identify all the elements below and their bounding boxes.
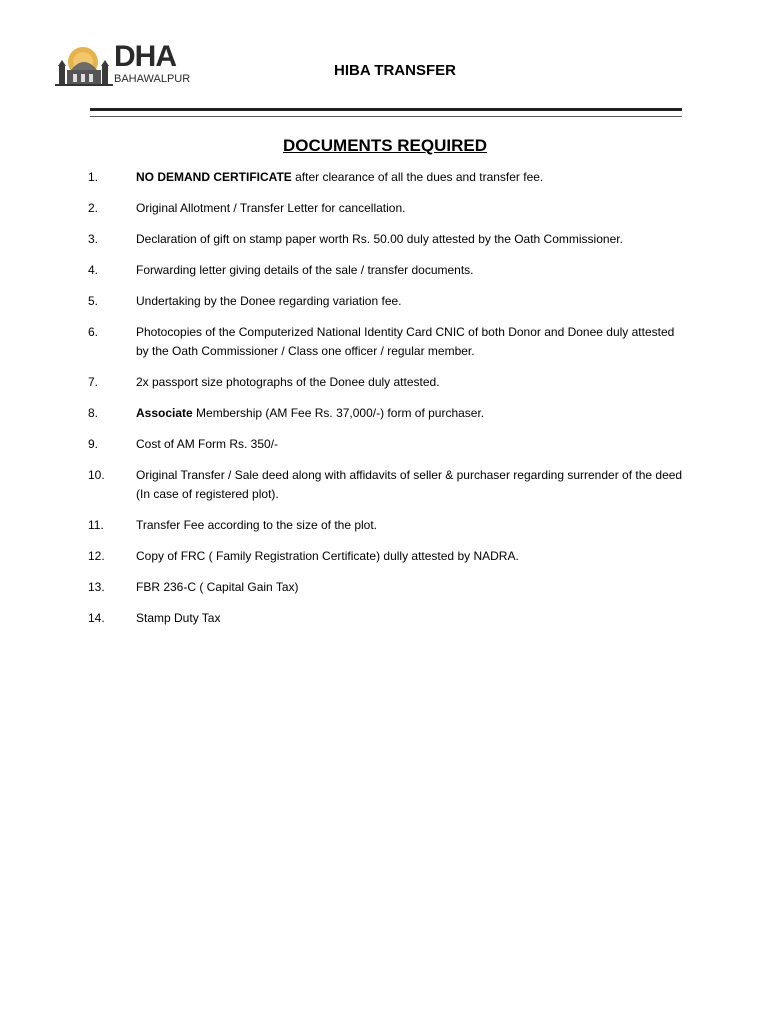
item-number: 13. bbox=[88, 580, 105, 594]
logo-subtitle: BAHAWALPUR bbox=[114, 73, 191, 85]
item-number: 3. bbox=[88, 232, 99, 246]
item-number: 8. bbox=[88, 406, 99, 420]
item-body-text: Forwarding letter giving details of the sale / transfer documents. bbox=[136, 263, 474, 277]
item-number: 12. bbox=[88, 549, 105, 563]
list-item bbox=[88, 199, 688, 218]
item-text bbox=[136, 435, 688, 454]
item-number: 2. bbox=[88, 201, 99, 215]
item-number: 11. bbox=[88, 518, 104, 532]
item-text bbox=[136, 230, 688, 249]
item-number: 7. bbox=[88, 375, 99, 389]
list-item bbox=[88, 435, 688, 454]
item-text bbox=[136, 373, 688, 392]
list-item bbox=[88, 323, 688, 361]
header-divider bbox=[90, 108, 682, 111]
item-number: 4. bbox=[88, 263, 99, 277]
item-text bbox=[136, 292, 688, 311]
item-text bbox=[136, 404, 688, 423]
list-item bbox=[88, 404, 688, 423]
list-item bbox=[88, 261, 688, 280]
list-item bbox=[88, 373, 688, 392]
item-body-text: Copy of FRC ( Family Registration Certificate) dully attested by NADRA. bbox=[136, 549, 519, 563]
item-body-text: Transfer Fee according to the size of the plot. bbox=[136, 518, 378, 532]
item-body-text: Membership (AM Fee Rs. 37,000/-) form of purchaser. bbox=[192, 406, 485, 420]
item-text bbox=[136, 547, 688, 566]
item-number: 9. bbox=[88, 437, 99, 451]
item-body-text: Original Allotment / Transfer Letter for cancellation. bbox=[136, 201, 406, 215]
item-body-text: Original Transfer / Sale deed along with affidavits of seller & purchaser regarding surrender of the deed (In case of registered plot). bbox=[136, 468, 683, 501]
item-bold-text: NO DEMAND CERTIFICATE bbox=[136, 170, 292, 184]
list-item bbox=[88, 609, 688, 628]
item-text bbox=[136, 609, 688, 628]
item-body-text: Cost of AM Form Rs. 350/- bbox=[136, 437, 279, 451]
item-number: 5. bbox=[88, 294, 99, 308]
item-body-text: Stamp Duty Tax bbox=[136, 611, 221, 625]
section-heading: DOCUMENTS REQUIRED bbox=[282, 136, 487, 155]
list-item bbox=[88, 547, 688, 566]
item-bold-text: Associate bbox=[136, 406, 193, 420]
item-text bbox=[136, 466, 688, 504]
item-text bbox=[136, 168, 688, 187]
item-number: 1. bbox=[88, 170, 99, 184]
list-item bbox=[88, 578, 688, 597]
item-number: 10. bbox=[88, 468, 105, 482]
header-divider-thin bbox=[90, 116, 682, 117]
item-number: 14. bbox=[88, 611, 105, 625]
item-text bbox=[136, 516, 688, 535]
item-body-text: Photocopies of the Computerized National Identity Card CNIC of both Donor and Donee duly attested by the Oath Commissioner / Class one officer / regular member. bbox=[136, 325, 675, 358]
item-body-text: after clearance of all the dues and transfer fee. bbox=[291, 170, 544, 184]
documents-list bbox=[88, 168, 688, 640]
item-body-text: 2x passport size photographs of the Donee duly attested. bbox=[136, 375, 440, 389]
list-item bbox=[88, 168, 688, 187]
list-item bbox=[88, 466, 688, 504]
page-title: HIBA TRANSFER bbox=[334, 62, 456, 79]
item-body-text: Undertaking by the Donee regarding variation fee. bbox=[136, 294, 402, 308]
item-text bbox=[136, 578, 688, 597]
item-body-text: Declaration of gift on stamp paper worth Rs. 50.00 duly attested by the Oath Commissioner. bbox=[136, 232, 623, 246]
item-text bbox=[136, 199, 688, 218]
list-item bbox=[88, 230, 688, 249]
item-text bbox=[136, 261, 688, 280]
list-item bbox=[88, 292, 688, 311]
list-item bbox=[88, 516, 688, 535]
item-body-text: FBR 236-C ( Capital Gain Tax) bbox=[136, 580, 299, 594]
item-text bbox=[136, 323, 688, 361]
item-number: 6. bbox=[88, 325, 99, 339]
logo-name: DHA bbox=[114, 40, 176, 73]
